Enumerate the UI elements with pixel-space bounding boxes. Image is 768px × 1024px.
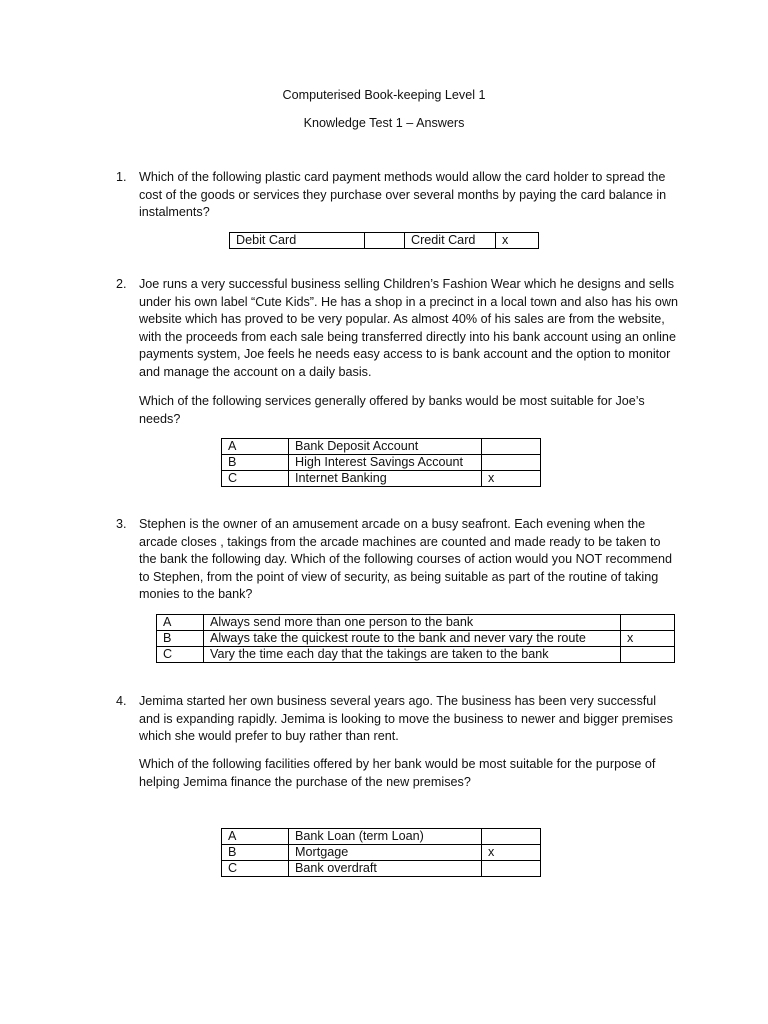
option-letter: C xyxy=(157,647,204,663)
option-label: Always take the quickest route to the bank and never vary the route xyxy=(204,631,621,647)
option-mark: x xyxy=(482,471,541,487)
option-mark: x xyxy=(496,233,539,249)
question-number: 3. xyxy=(116,517,127,531)
option-label: Bank Loan (term Loan) xyxy=(289,829,482,845)
document-title: Computerised Book-keeping Level 1 xyxy=(282,88,486,102)
option-label: Always send more than one person to the bank xyxy=(204,615,621,631)
option-mark xyxy=(365,233,405,249)
option-mark xyxy=(482,439,541,455)
question-number: 1. xyxy=(116,170,127,184)
table-row xyxy=(222,471,541,487)
question-number: 2. xyxy=(116,277,127,291)
option-letter: A xyxy=(222,829,289,845)
question-text: Jemima started her own business several years ago. The business has been very successful and is expanding rapidly. Jemima is looking to move the business to newer and bigger premises which she would prefer to buy rather than rent. xyxy=(139,694,673,743)
option-label: Mortgage xyxy=(289,845,482,861)
table-row xyxy=(230,233,539,249)
question-text: Stephen is the owner of an amusement arcade on a busy seafront. Each evening when the arcade closes , takings from the arcade machines are counted and made ready to be taken to the bank the following day. Which of the following courses of action would you NOT recommend to Stephen, from the point of view of security, as being suitable as part of the routine of taking monies to the bank? xyxy=(139,517,672,601)
option-letter: C xyxy=(222,861,289,877)
question-text: Joe runs a very successful business selling Children’s Fashion Wear which he designs and sells under his own label “Cute Kids”. He has a shop in a precinct in a local town and also has his own website which has proved to be very popular. As almost 40% of his sales are from the website, with the proceeds from each sale being transferred directly into his bank account using an online payments system, Joe feels he needs easy access to is bank account and the option to monitor and manage the account on a daily basis. xyxy=(139,277,679,379)
answer-table-q2 xyxy=(221,438,541,487)
option-label: Vary the time each day that the takings are taken to the bank xyxy=(204,647,621,663)
option-letter: A xyxy=(157,615,204,631)
document-subtitle: Knowledge Test 1 – Answers xyxy=(303,116,465,130)
table-row xyxy=(157,631,675,647)
option-letter: B xyxy=(157,631,204,647)
option-label: Bank overdraft xyxy=(289,861,482,877)
table-row xyxy=(222,861,541,877)
answer-table-q1 xyxy=(229,232,539,249)
option-letter: B xyxy=(222,845,289,861)
option-label: Bank Deposit Account xyxy=(289,439,482,455)
table-row xyxy=(222,455,541,471)
question-text: Which of the following plastic card payment methods would allow the card holder to spread the cost of the goods or services they purchase over several months by paying the card balance in instalments? xyxy=(139,170,667,219)
option-mark: x xyxy=(482,845,541,861)
option-label: Internet Banking xyxy=(289,471,482,487)
table-row xyxy=(222,845,541,861)
answer-table-q3 xyxy=(156,614,675,663)
question-prompt: Which of the following services generally offered by banks would be most suitable for Joe’s needs? xyxy=(139,394,645,426)
option-mark xyxy=(621,647,675,663)
table-row xyxy=(157,615,675,631)
option-letter: A xyxy=(222,439,289,455)
option-mark xyxy=(482,861,541,877)
table-row xyxy=(157,647,675,663)
option-label: Credit Card xyxy=(405,233,496,249)
option-label: Debit Card xyxy=(230,233,365,249)
question-prompt: Which of the following facilities offered by her bank would be most suitable for the purpose of helping Jemima finance the purchase of the new premises? xyxy=(139,757,656,789)
table-row xyxy=(222,829,541,845)
option-mark: x xyxy=(621,631,675,647)
option-label: High Interest Savings Account xyxy=(289,455,482,471)
question-number: 4. xyxy=(116,694,127,708)
answer-table-q4 xyxy=(221,828,541,877)
table-row xyxy=(222,439,541,455)
option-letter: B xyxy=(222,455,289,471)
option-mark xyxy=(621,615,675,631)
option-letter: C xyxy=(222,471,289,487)
option-mark xyxy=(482,829,541,845)
option-mark xyxy=(482,455,541,471)
